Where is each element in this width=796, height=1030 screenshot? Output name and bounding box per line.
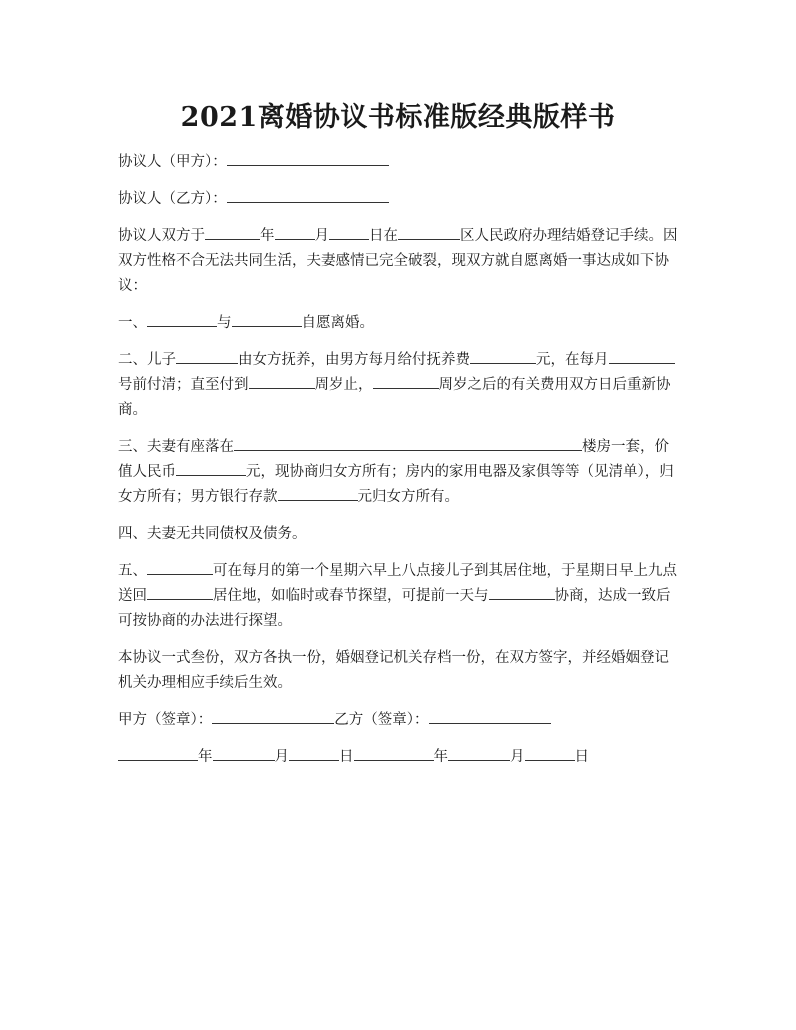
party-a-blank[interactable] bbox=[227, 150, 389, 166]
clause-3-text-3: 元，现协商归女方所有；房内的家用电器及家俱等等（见清单），归女方所有；男方银行存款 bbox=[118, 464, 674, 505]
date-a-year-blank[interactable] bbox=[118, 745, 198, 761]
party-b-blank[interactable] bbox=[227, 187, 389, 203]
date-a-day-blank[interactable] bbox=[289, 745, 339, 761]
party-a-signature-label: 甲方（签章）： bbox=[118, 712, 213, 728]
party-a-signature-blank[interactable] bbox=[212, 708, 334, 724]
date-b-year-blank[interactable] bbox=[354, 745, 434, 761]
clause-1-text-3: 自愿离婚。 bbox=[301, 315, 374, 331]
clause-2-text-3: 元，在每月 bbox=[536, 352, 609, 368]
party-b-signature-blank[interactable] bbox=[429, 708, 551, 724]
party-b-label: 协议人（乙方）： bbox=[118, 191, 227, 207]
property-value-blank[interactable] bbox=[176, 460, 246, 476]
clause-1 bbox=[118, 311, 683, 336]
support-amount-blank[interactable] bbox=[470, 348, 536, 364]
visitor-blank[interactable] bbox=[147, 559, 213, 575]
document-title: 2021离婚协议书标准版经典版样书 bbox=[180, 102, 616, 133]
bank-deposit-blank[interactable] bbox=[278, 485, 358, 501]
date-a-year-label: 年 bbox=[198, 749, 213, 765]
property-location-blank[interactable] bbox=[234, 435, 582, 451]
clause-2 bbox=[118, 348, 683, 423]
clause-2-text-4: 号前付清；直至付到 bbox=[118, 377, 249, 393]
return-to-blank[interactable] bbox=[147, 584, 213, 600]
date-b-day-label: 日 bbox=[574, 749, 589, 765]
clause-3-text-4: 元归女方所有。 bbox=[357, 489, 459, 505]
date-a-month-blank[interactable] bbox=[213, 745, 275, 761]
party-a-label: 协议人（甲方）： bbox=[118, 154, 227, 170]
signature-line bbox=[118, 708, 683, 733]
son-name-blank[interactable] bbox=[176, 348, 238, 364]
intro-text-2: 年 bbox=[260, 228, 275, 244]
party-a-line bbox=[118, 150, 683, 175]
intro-text-5: 区人民政府办理结婚登记手续。因双方性格不合无法共同生活，夫妻感情已完全破裂，现双方就自愿离婚一事达成如下协议： bbox=[118, 228, 678, 294]
clause-5-text-2: 可在每月的第一个星期六早上八点接儿子到其居住地，于星期日早上九点送回 bbox=[118, 563, 677, 604]
closing-paragraph: 本协议一式叁份，双方各执一份，婚姻登记机关存档一份，在双方签字，并经婚姻登记机关办理相应手续后生效。 bbox=[118, 650, 669, 691]
intro-text-4: 日在 bbox=[369, 228, 398, 244]
clause-2-text-1: 二、儿子 bbox=[118, 352, 176, 368]
negotiate-with-blank[interactable] bbox=[489, 584, 555, 600]
clause-2-text-2: 由女方抚养，由男方每月给付抚养费 bbox=[238, 352, 470, 368]
date-line bbox=[118, 745, 683, 770]
clause-3-text-2: 楼房一套，价值人民币 bbox=[118, 439, 669, 480]
clause-1-blank-a[interactable] bbox=[147, 311, 217, 327]
intro-text-3: 月 bbox=[314, 228, 329, 244]
date-b-day-blank[interactable] bbox=[525, 745, 575, 761]
marriage-day-blank[interactable] bbox=[329, 224, 369, 240]
date-a-month-label: 月 bbox=[274, 749, 289, 765]
intro-text-1: 协议人双方于 bbox=[118, 228, 205, 244]
clause-3 bbox=[118, 435, 683, 510]
party-b-line bbox=[118, 187, 683, 212]
party-b-signature-label: 乙方（签章）： bbox=[334, 712, 429, 728]
date-b-month-label: 月 bbox=[510, 749, 525, 765]
clause-5-text-1: 五、 bbox=[118, 563, 147, 579]
clause-5-text-3: 居住地，如临时或春节探望，可提前一天与 bbox=[213, 588, 489, 604]
clause-5-text-4: 协商，达成一致后可按协商的办法进行探望。 bbox=[118, 588, 671, 629]
date-b-month-blank[interactable] bbox=[448, 745, 510, 761]
clause-4: 四、夫妻无共同债权及债务。 bbox=[118, 526, 307, 542]
document-body bbox=[118, 150, 683, 782]
clause-3-text-1: 三、夫妻有座落在 bbox=[118, 439, 234, 455]
date-b-year-label: 年 bbox=[433, 749, 448, 765]
district-blank[interactable] bbox=[398, 224, 460, 240]
marriage-month-blank[interactable] bbox=[275, 224, 315, 240]
clause-1-blank-b[interactable] bbox=[232, 311, 302, 327]
clause-5 bbox=[118, 559, 683, 634]
age-until-blank[interactable] bbox=[249, 373, 315, 389]
clause-1-text-2: 与 bbox=[217, 315, 232, 331]
age-after-blank[interactable] bbox=[373, 373, 439, 389]
clause-2-text-6: 周岁之后的有关费用双方日后重新协商。 bbox=[118, 377, 671, 418]
clause-2-text-5: 周岁止， bbox=[314, 377, 373, 393]
clause-1-text-1: 一、 bbox=[118, 315, 147, 331]
pay-day-blank[interactable] bbox=[609, 348, 675, 364]
marriage-year-blank[interactable] bbox=[205, 224, 260, 240]
date-a-day-label: 日 bbox=[339, 749, 354, 765]
intro-paragraph bbox=[118, 224, 683, 299]
